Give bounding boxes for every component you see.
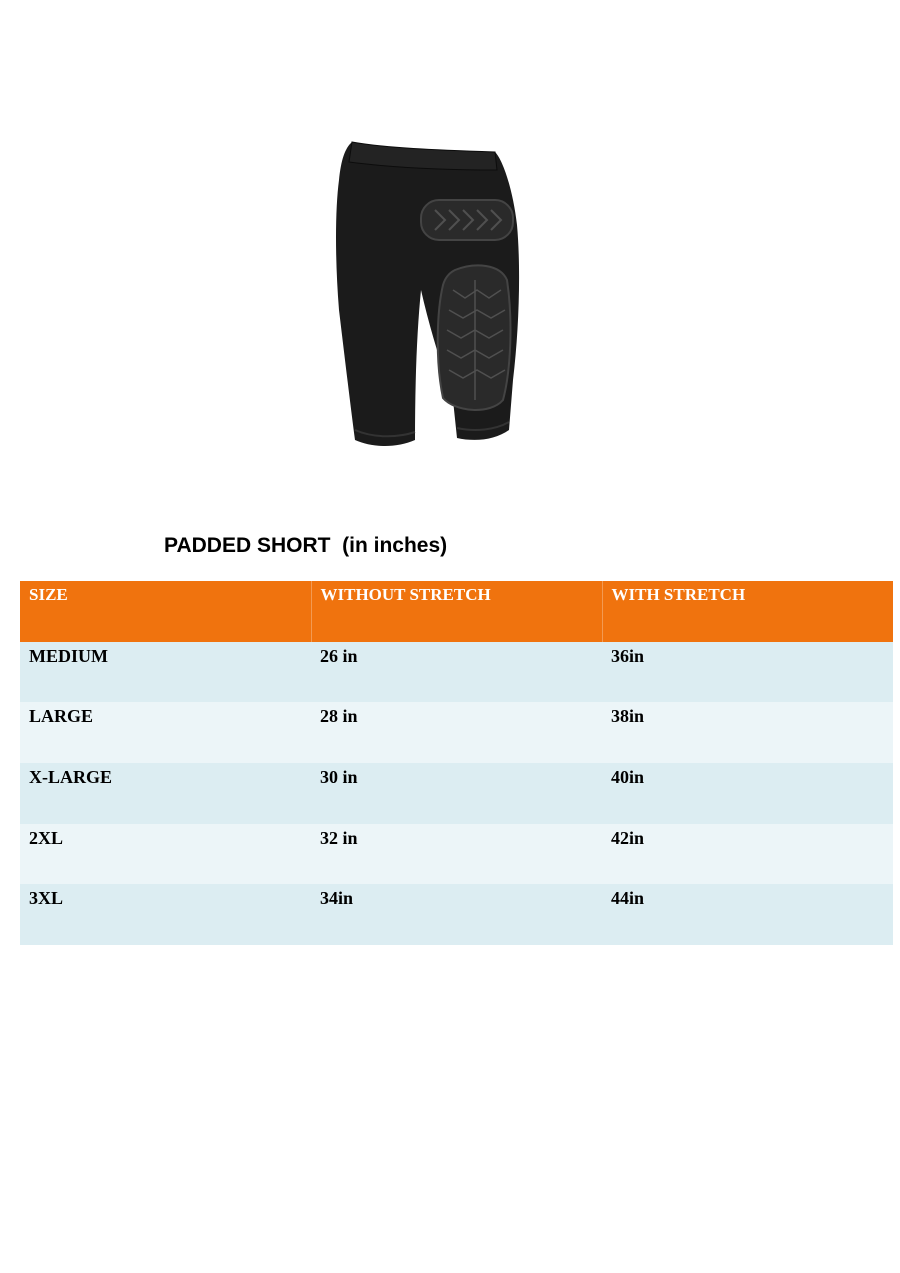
table-row (20, 702, 893, 763)
table-row (20, 884, 893, 945)
cell-with-stretch: 44in (602, 884, 893, 945)
cell-without-stretch: 34in (311, 884, 602, 945)
header-with-stretch: WITH STRETCH (602, 581, 893, 642)
padded-shorts-image (325, 130, 535, 460)
table-row (20, 824, 893, 884)
cell-with-stretch: 38in (602, 702, 893, 763)
cell-size: 3XL (20, 884, 311, 945)
table-row (20, 642, 893, 702)
cell-without-stretch: 26 in (311, 642, 602, 702)
table-row (20, 763, 893, 824)
cell-size: X-LARGE (20, 763, 311, 824)
cell-size: LARGE (20, 702, 311, 763)
cell-with-stretch: 42in (602, 824, 893, 884)
size-chart-table (20, 581, 893, 945)
cell-without-stretch: 28 in (311, 702, 602, 763)
header-size: SIZE (20, 581, 311, 642)
cell-with-stretch: 36in (602, 642, 893, 702)
cell-with-stretch: 40in (602, 763, 893, 824)
table-header-row (20, 581, 893, 642)
cell-without-stretch: 32 in (311, 824, 602, 884)
cell-size: 2XL (20, 824, 311, 884)
cell-size: MEDIUM (20, 642, 311, 702)
page-title: PADDED SHORT (in inches) (164, 534, 448, 557)
header-without-stretch: WITHOUT STRETCH (311, 581, 602, 642)
cell-without-stretch: 30 in (311, 763, 602, 824)
